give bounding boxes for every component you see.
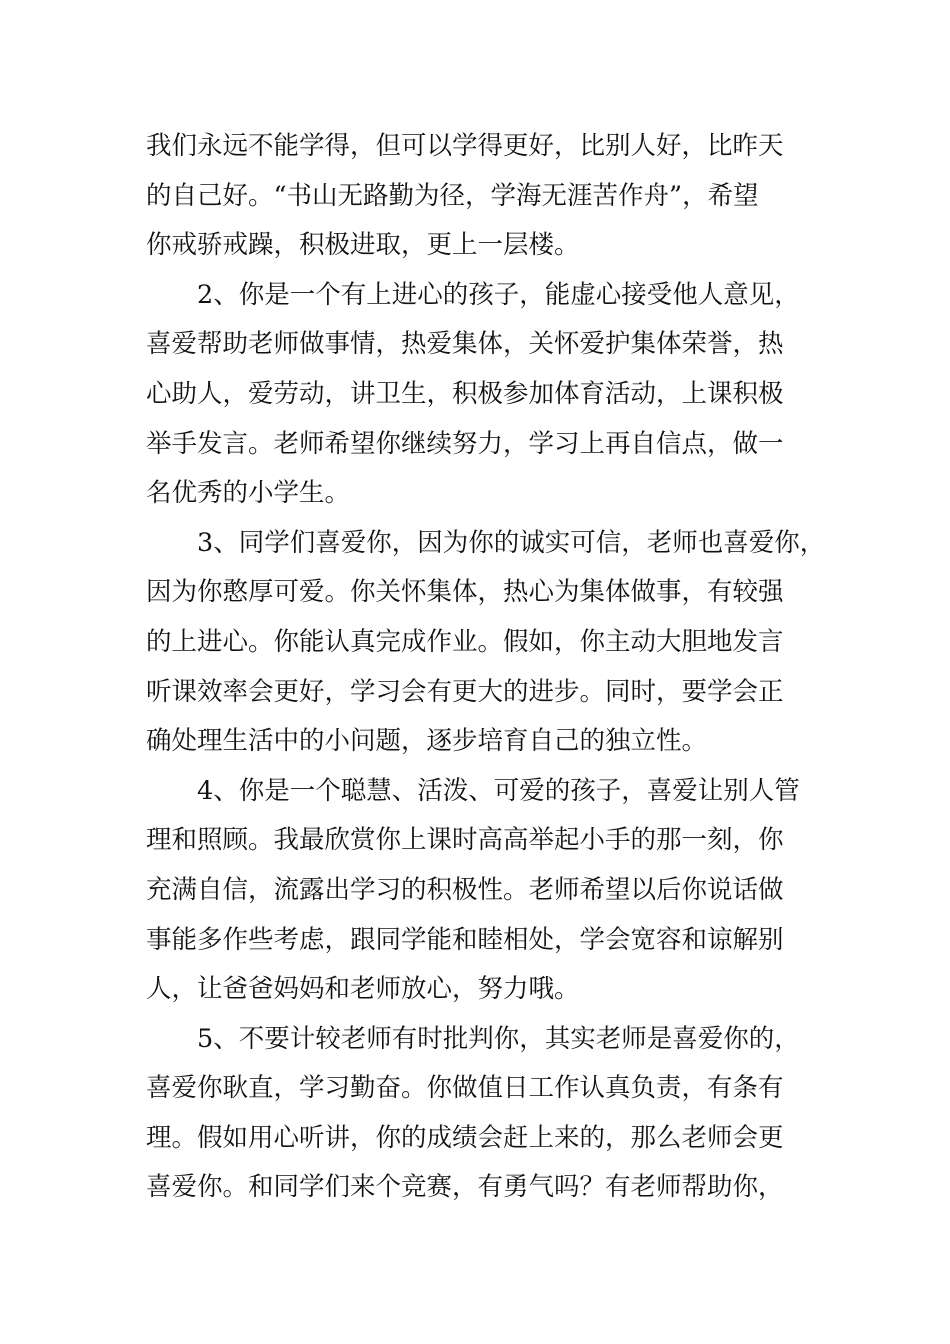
paragraph-comment-5 — [146, 1015, 810, 1213]
text-line: 喜爱帮助老师做事情，热爱集体，关怀爱护集体荣誉，热 — [146, 329, 784, 360]
text-line: 理。假如用心听讲，你的成绩会赶上来的，那么老师会更 — [146, 1122, 784, 1153]
text-line: 4、你是一个聪慧、活泼、可爱的孩子，喜爱让别人管 — [197, 775, 800, 806]
text-line: 2、你是一个有上进心的孩子，能虚心接受他人意见， — [197, 279, 800, 310]
text-line: 确处理生活中的小问题，逐步培育自己的独立性。 — [146, 726, 708, 757]
text-line: 喜爱你耿直，学习勤奋。你做值日工作认真负责，有条有 — [146, 1073, 784, 1104]
text-line: 举手发言。老师希望你继续努力，学习上再自信点，做一 — [146, 428, 784, 459]
text-line: 听课效率会更好，学习会有更大的进步。同时，要学会正 — [146, 676, 784, 707]
text-line: 理和照顾。我最欣赏你上课时高高举起小手的那一刻，你 — [146, 825, 784, 856]
document-body — [146, 122, 826, 1213]
paragraph-comment-2 — [146, 271, 810, 519]
text-line: 喜爱你。和同学们来个竞赛，有勇气吗？有老师帮助你， — [146, 1172, 784, 1203]
text-line: 你戒骄戒躁，积极进取，更上一层楼。 — [146, 230, 580, 261]
text-line: 充满自信，流露出学习的积极性。老师希望以后你说话做 — [146, 874, 784, 905]
text-line: 5、不要计较老师有时批判你，其实老师是喜爱你的， — [197, 1023, 800, 1054]
paragraph-comment-3 — [146, 519, 826, 767]
text-line: 的上进心。你能认真完成作业。假如，你主动大胆地发言 — [146, 626, 784, 657]
text-line: 名优秀的小学生。 — [146, 478, 351, 509]
paragraph-comment-4 — [146, 767, 810, 1015]
text-line: 人，让爸爸妈妈和老师放心，努力哦。 — [146, 974, 580, 1005]
text-line: 我们永远不能学得，但可以学得更好，比别人好，比昨天 — [146, 131, 784, 161]
text-line: 的自己好。“书山无路勤为径，学海无涯苦作舟”，希望 — [146, 180, 759, 211]
text-line: 事能多作些考虑，跟同学能和睦相处，学会宽容和谅解别 — [146, 924, 784, 955]
text-line: 心助人，爱劳动，讲卫生，积极参加体育活动，上课积极 — [146, 378, 784, 409]
text-line: 3、同学们喜爱你，因为你的诚实可信，老师也喜爱你， — [197, 527, 826, 558]
text-line: 因为你憨厚可爱。你关怀集体，热心为集体做事，有较强 — [146, 577, 784, 608]
paragraph-continued — [146, 122, 810, 271]
